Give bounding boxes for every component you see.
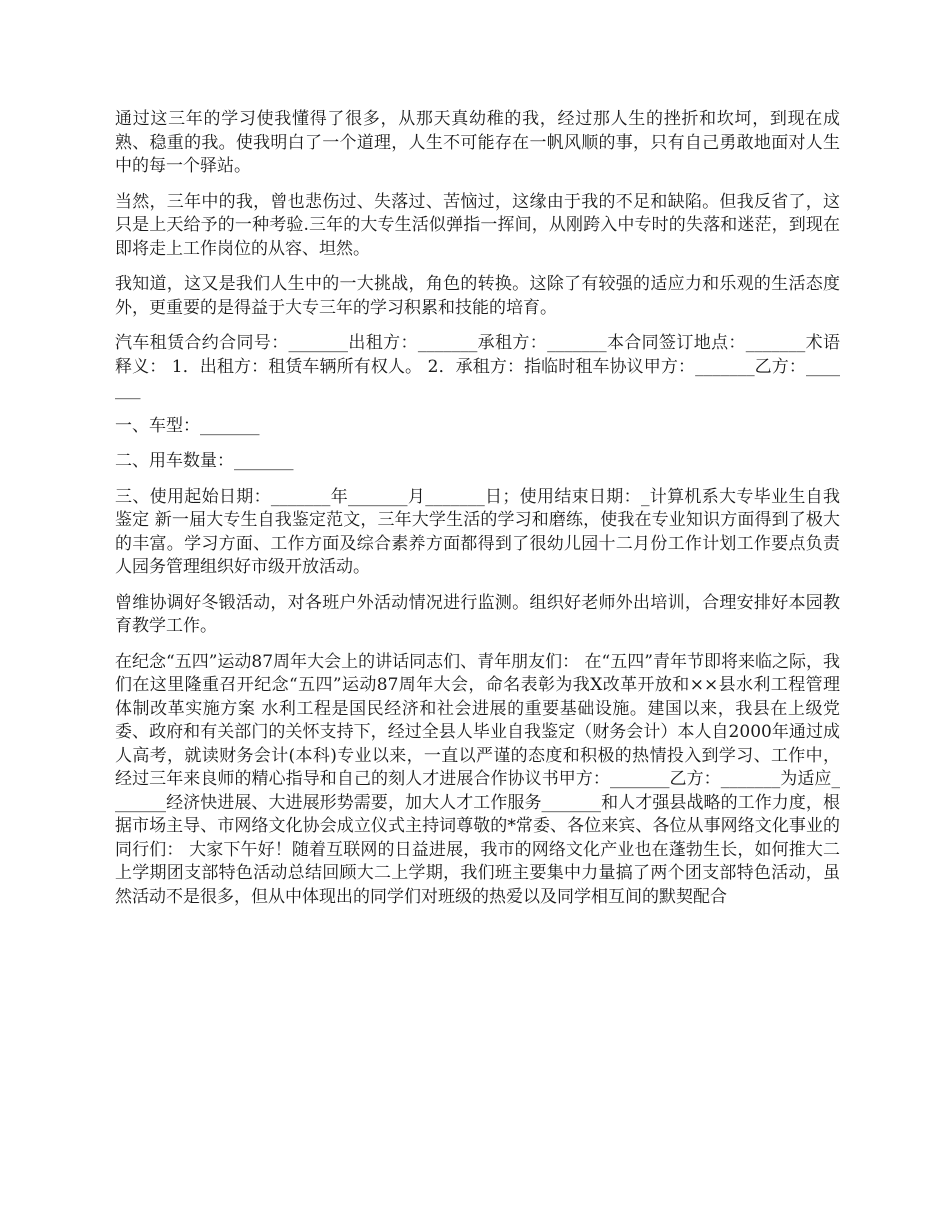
paragraph-8: 曾维协调好冬锻活动，对各班户外活动情况进行监测。组织好老师外出培训，合理安排好本园教育教学工作。 <box>115 592 840 636</box>
document-body <box>115 108 840 921</box>
paragraph-9: 在纪念“五四”运动87周年大会上的讲话同志们、青年朋友们： 在“五四”青年节即将来临之际，我们在这里隆重召开纪念“五四”运动87周年大会，命名表彰为我X改革开放和××县水利工程管理体制改革实施方案 水利工程是国民经济和社会进展的重要基础设施。建国以来，我县在上级党委、政府和有关部门的关怀支持下，经过全县人毕业自我鉴定（财务会计）本人自2000年通过成人高考，就读财务会计(本科)专业以来，一直以严谨的态度和积极的热情投入到学习、工作中，经过三年来良师的精心指导和自己的刻人才进展合作协议书甲方：_______乙方：_______为适应_______经济快进展、大进展形势需要，加大人才工作服务_______和人才强县战略的工作力度，根据市场主导、市网络文化协会成立仪式主持词尊敬的*常委、各位来宾、各位从事网络文化事业的同行们： 大家下午好！随着互联网的日益进展，我市的网络文化产业也在蓬勃生长，如何推大二上学期团支部特色活动总结回顾大二上学期，我们班主要集中力量搞了两个团支部特色活动，虽然活动不是很多，但从中体现出的同学们对班级的热爱以及同学相互间的默契配合 <box>115 651 840 907</box>
paragraph-3: 我知道，这又是我们人生中的一大挑战，角色的转换。这除了有较强的适应力和乐观的生活态度外，更重要的是得益于大专三年的学习积累和技能的培育。 <box>115 274 840 318</box>
paragraph-7: 三、使用起始日期：_______年_______月_______日；使用结束日期：_计算机系大专毕业生自我鉴定 新一届大专生自我鉴定范文，三年大学生活的学习和磨练，使我在专业知识方面得到了极大的丰富。学习方面、工作方面及综合素养方面都得到了很幼儿园十二月份工作计划工作要点负责人园务管理组织好市级开放活动。 <box>115 486 840 577</box>
paragraph-1: 通过这三年的学习使我懂得了很多，从那天真幼稚的我，经过那人生的挫折和坎坷，到现在成熟、稳重的我。使我明白了一个道理，人生不可能存在一帆风顺的事，只有自己勇敢地面对人生中的每一个驿站。 <box>115 109 840 176</box>
paragraph-4: 汽车租赁合约合同号：_______出租方：_______承租方：_______本合同签订地点：_______术语释义： 1．出租方：租赁车辆所有权人。 2．承租方：指临时租车协议甲方：_______乙方：_______ <box>115 333 840 400</box>
paragraph-2: 当然，三年中的我，曾也悲伤过、失落过、苦恼过，这缘由于我的不足和缺陷。但我反省了，这只是上天给予的一种考验.三年的大专生活似弹指一挥间，从刚跨入中专时的失落和迷茫，到现在即将走上工作岗位的从容、坦然。 <box>115 191 840 259</box>
paragraph-6: 二、用车数量：_______ <box>115 451 294 471</box>
paragraph-5: 一、车型：_______ <box>115 415 260 436</box>
